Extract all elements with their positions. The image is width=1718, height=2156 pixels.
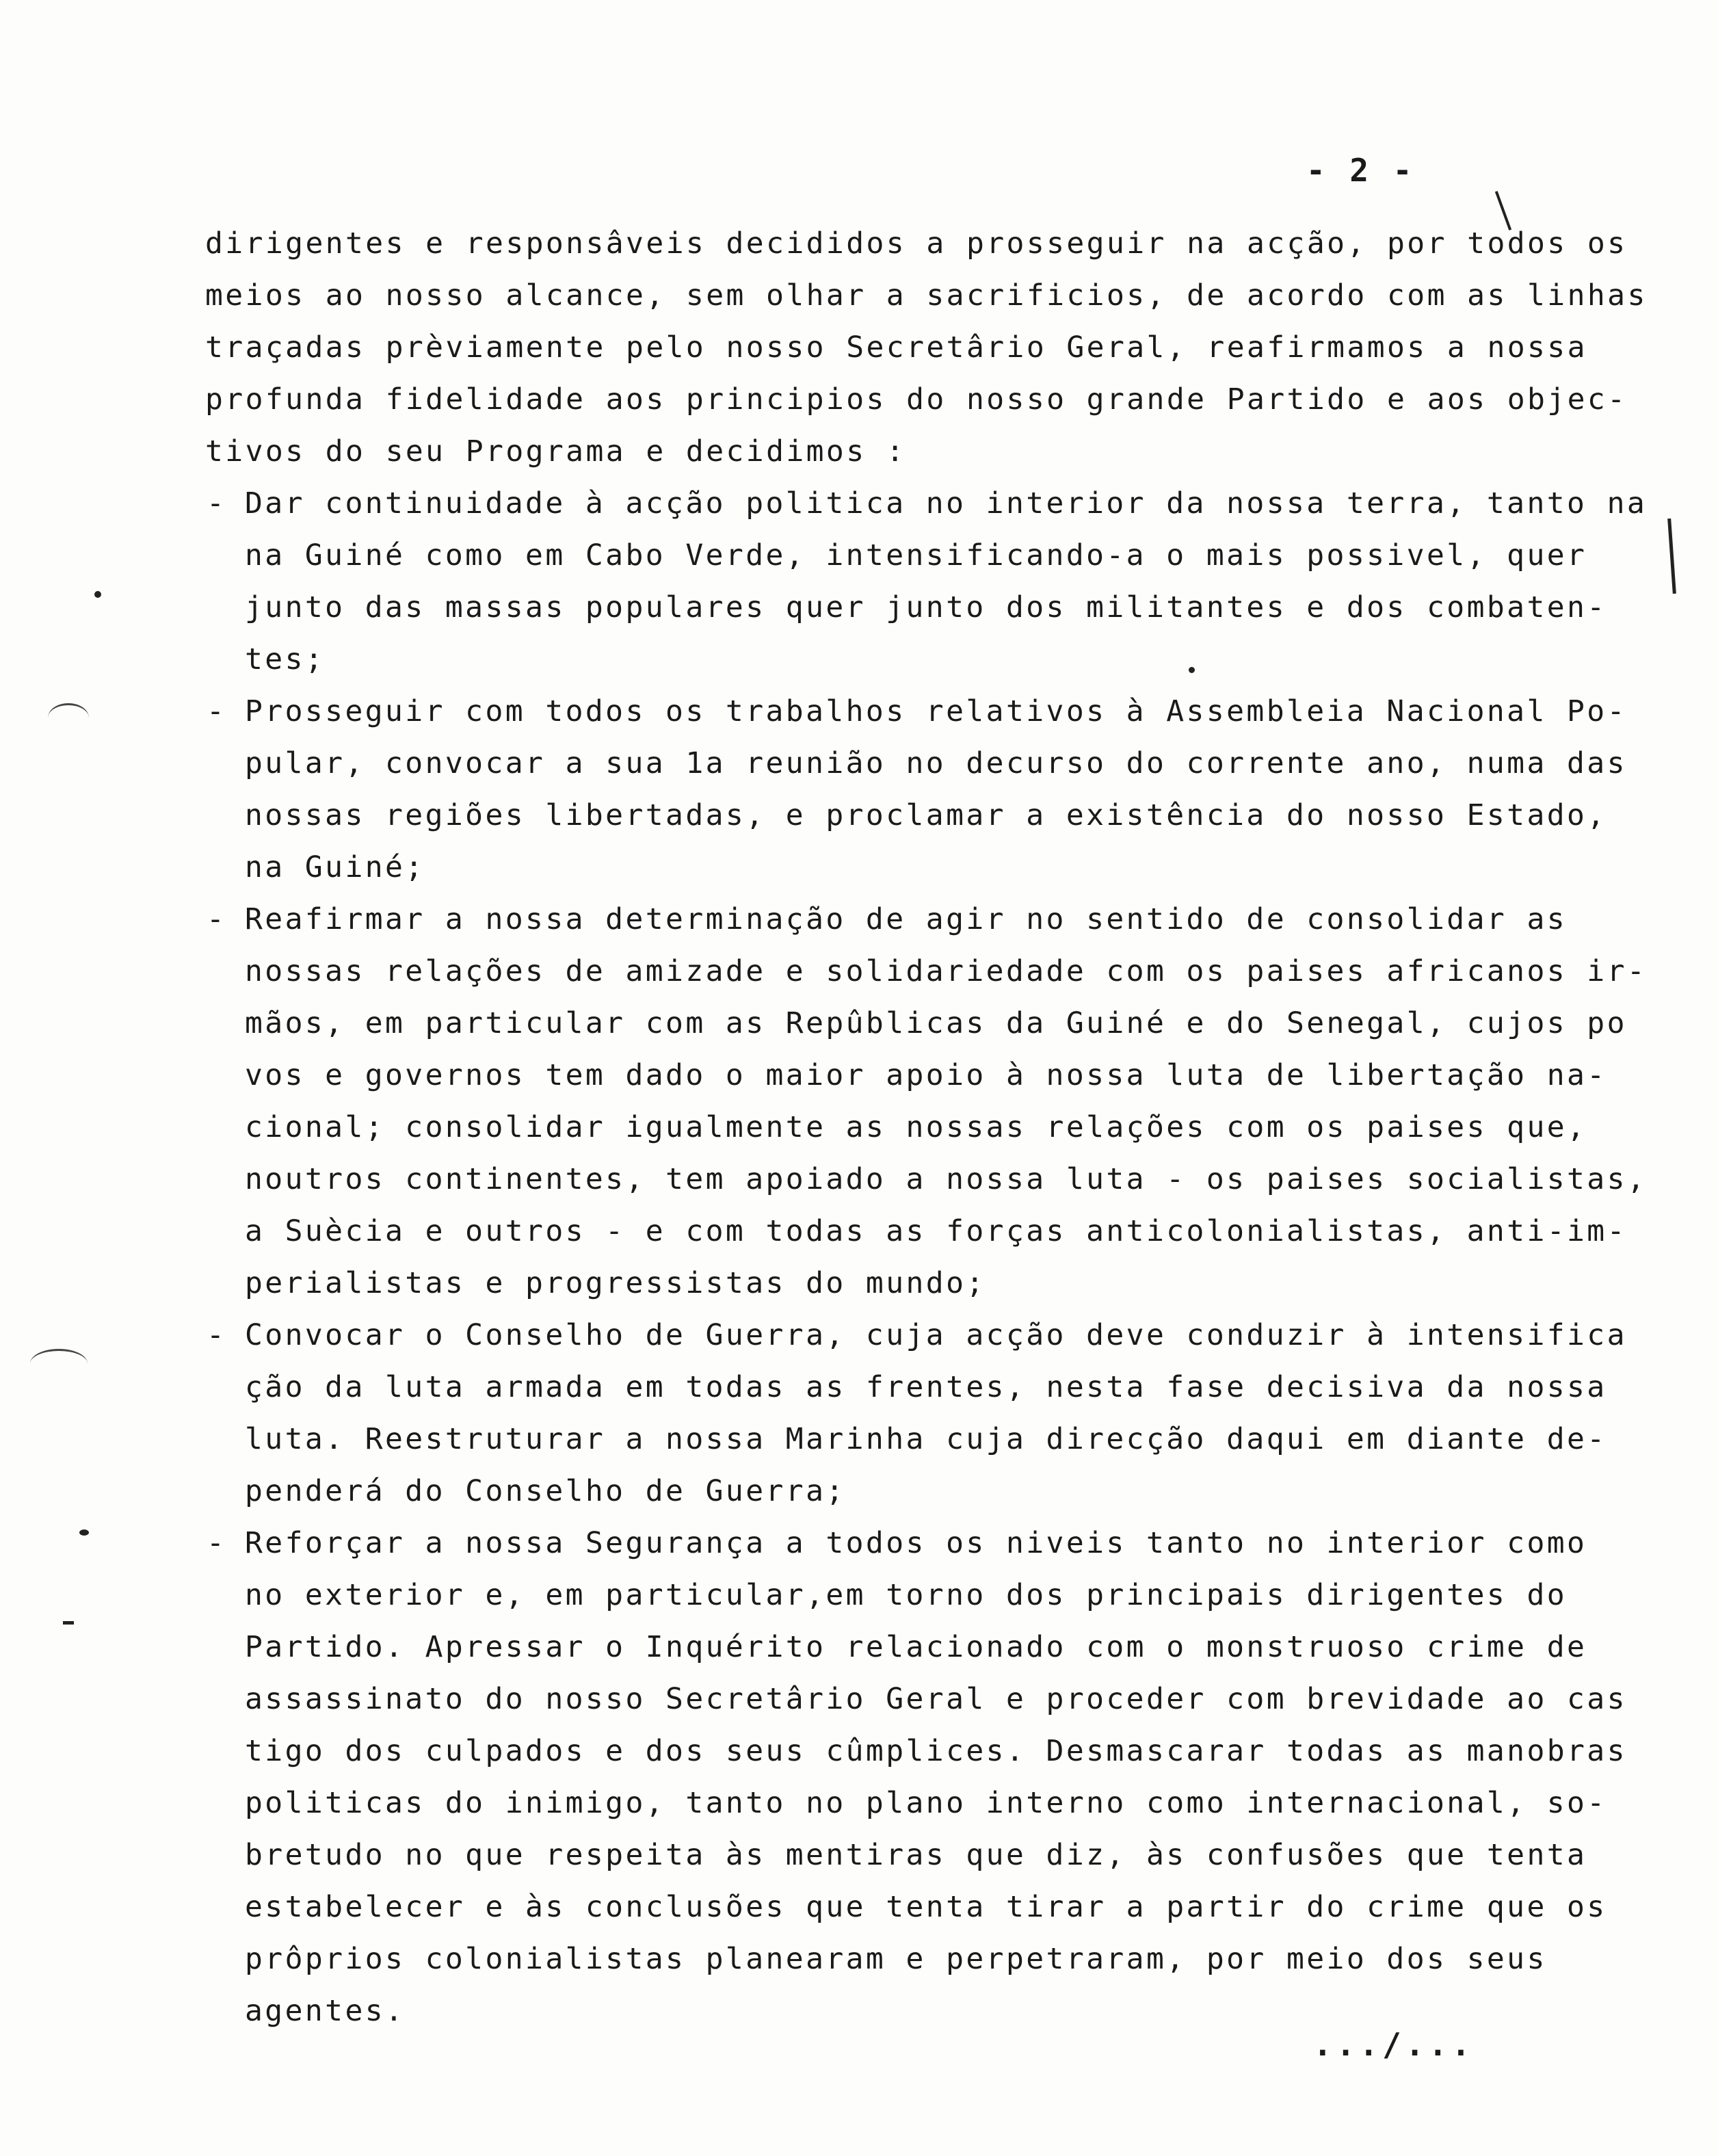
page-number: - 2 - bbox=[1306, 152, 1415, 189]
intro-line: tivos do seu Programa e decidimos : bbox=[205, 434, 907, 469]
list-item-line: nossas relações de amizade e solidariedade com os paises africanos ir- bbox=[245, 954, 1648, 988]
list-item-line: noutros continentes, tem apoiado a nossa luta - os paises socialistas, bbox=[245, 1162, 1648, 1196]
continuation-mark: .../... bbox=[1313, 2026, 1475, 2063]
scan-mark bbox=[48, 703, 89, 733]
scan-mark bbox=[30, 1349, 88, 1378]
bullet-marker: - bbox=[207, 694, 224, 728]
intro-line: traçadas prèviamente pelo nosso Secretârio Geral, reafirmamos a nossa bbox=[205, 330, 1587, 365]
list-item-line: a Suècia e outros - e com todas as forças anticolonialistas, anti-im- bbox=[245, 1214, 1627, 1248]
scan-mark bbox=[79, 1529, 89, 1536]
list-item-line: Prosseguir com todos os trabalhos relativos à Assembleia Nacional Po- bbox=[245, 694, 1627, 728]
list-item-line: Convocar o Conselho de Guerra, cuja acção deve conduzir à intensifica bbox=[245, 1318, 1627, 1352]
list-item-line: junto das massas populares quer junto dos militantes e dos combaten- bbox=[245, 590, 1607, 625]
list-item-line: nossas regiões libertadas, e proclamar a existência do nosso Estado, bbox=[245, 798, 1607, 832]
list-item-line: vos e governos tem dado o maior apoio à nossa luta de libertação na- bbox=[245, 1058, 1607, 1092]
list-item-line: luta. Reestruturar a nossa Marinha cuja direcção daqui em diante de- bbox=[245, 1422, 1607, 1456]
list-item-line: politicas do inimigo, tanto no plano interno como internacional, so- bbox=[245, 1786, 1607, 1820]
scan-mark bbox=[63, 1621, 74, 1625]
list-item-line: agentes. bbox=[245, 1994, 406, 2028]
bullet-marker: - bbox=[207, 1526, 224, 1560]
list-item-line: assassinato do nosso Secretârio Geral e proceder com brevidade ao cas bbox=[245, 1682, 1627, 1716]
list-item-line: Reforçar a nossa Segurança a todos os niveis tanto no interior como bbox=[245, 1526, 1587, 1560]
bullet-marker: - bbox=[207, 902, 224, 936]
intro-line: dirigentes e responsâveis decididos a prosseguir na acção, por todos os bbox=[205, 226, 1628, 261]
list-item-line: Reafirmar a nossa determinação de agir no sentido de consolidar as bbox=[245, 902, 1568, 936]
list-item-line: mãos, em particular com as Repûblicas da Guiné e do Senegal, cujos po bbox=[245, 1006, 1627, 1040]
scan-mark bbox=[94, 591, 101, 598]
list-item-line: pular, convocar a sua 1a reunião no decurso do corrente ano, numa das bbox=[245, 746, 1627, 780]
list-item-line: no exterior e, em particular,em torno dos principais dirigentes do bbox=[245, 1578, 1568, 1612]
list-item-line: ção da luta armada em todas as frentes, nesta fase decisiva da nossa bbox=[245, 1370, 1607, 1404]
list-item-line: na Guiné como em Cabo Verde, intensificando-a o mais possivel, quer bbox=[245, 538, 1587, 573]
list-item-line: tigo dos culpados e dos seus cûmplices. Desmascarar todas as manobras bbox=[245, 1734, 1627, 1768]
bullet-marker: - bbox=[207, 1318, 224, 1352]
list-item-line: Dar continuidade à acção politica no interior da nossa terra, tanto na bbox=[245, 486, 1648, 521]
bullet-marker: - bbox=[207, 486, 224, 521]
list-item-line: na Guiné; bbox=[245, 850, 425, 884]
scan-mark bbox=[1189, 667, 1195, 673]
list-item-line: bretudo no que respeita às mentiras que diz, às confusões que tenta bbox=[245, 1838, 1587, 1872]
scan-mark bbox=[1667, 518, 1676, 594]
list-item-line: penderá do Conselho de Guerra; bbox=[245, 1474, 846, 1508]
intro-line: meios ao nosso alcance, sem olhar a sacrificios, de acordo com as linhas bbox=[205, 278, 1648, 313]
list-item-line: prôprios colonialistas planearam e perpetraram, por meio dos seus bbox=[245, 1942, 1547, 1976]
list-item-line: perialistas e progressistas do mundo; bbox=[245, 1266, 986, 1300]
list-item-line: Partido. Apressar o Inquérito relacionado com o monstruoso crime de bbox=[245, 1630, 1587, 1664]
intro-line: profunda fidelidade aos principios do nosso grande Partido e aos objec- bbox=[205, 382, 1628, 417]
list-item-line: cional; consolidar igualmente as nossas relações com os paises que, bbox=[245, 1110, 1587, 1144]
list-item-line: tes; bbox=[245, 642, 326, 676]
list-item-line: estabelecer e às conclusões que tenta tirar a partir do crime que os bbox=[245, 1890, 1607, 1924]
